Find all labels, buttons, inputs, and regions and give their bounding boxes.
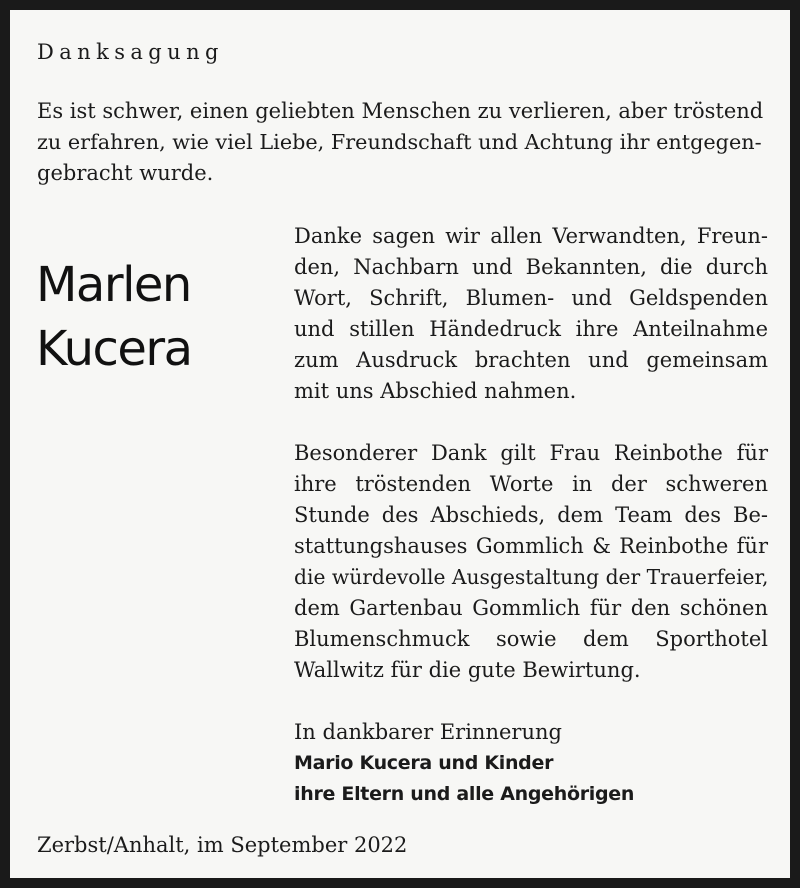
signature-family: Mario Kucera und Kinder <box>294 752 554 774</box>
first-name: Marlen <box>36 257 191 313</box>
paragraph-line: dem Gartenbau Gommlich für den schönen <box>294 596 768 620</box>
intro-line: Es ist schwer, einen geliebten Menschen zu verlieren, aber tröstend <box>37 99 764 123</box>
paragraph-line: ihre tröstenden Worte in der schweren <box>294 472 768 496</box>
paragraph-line: Danke sagen wir allen Verwandten, Freun- <box>294 224 768 248</box>
intro-line: gebracht wurde. <box>37 161 214 185</box>
obituary-card <box>10 10 790 878</box>
paragraph-line: und stillen Händedruck ihre Anteilnahme <box>294 317 768 341</box>
paragraph-line: mit uns Abschied nahmen. <box>294 379 577 403</box>
paragraph-line: zum Ausdruck brachten und gemeinsam <box>294 348 768 372</box>
paragraph-line: die würdevolle Ausgestaltung der Trauerfeier, <box>294 565 769 589</box>
paragraph-line: Stunde des Abschieds, dem Team des Be- <box>294 503 768 527</box>
signature-intro: In dankbarer Erinnerung <box>294 720 562 744</box>
signature-block <box>294 717 768 810</box>
last-name: Kucera <box>36 321 192 377</box>
place-date: Zerbst/Anhalt, im September 2022 <box>37 833 408 857</box>
deceased-name <box>36 253 192 381</box>
paragraph-line: Blumenschmuck sowie dem Sporthotel <box>294 627 768 651</box>
signature-relatives: ihre Eltern und alle Angehörigen <box>294 783 635 805</box>
paragraph-line: stattungshauses Gommlich & Reinbothe für <box>294 534 768 558</box>
intro-text <box>37 96 767 189</box>
paragraph-line: Wort, Schrift, Blumen- und Geldspenden <box>294 286 768 310</box>
paragraph-line: Besonderer Dank gilt Frau Reinbothe für <box>294 441 768 465</box>
intro-line: zu erfahren, wie viel Liebe, Freundschaft und Achtung ihr entgegen- <box>37 130 762 154</box>
special-thanks-paragraph <box>294 438 768 686</box>
paragraph-line: Wallwitz für die gute Bewirtung. <box>294 658 641 682</box>
paragraph-line: den, Nachbarn und Bekannten, die durch <box>294 255 768 279</box>
heading: Danksagung <box>37 40 224 64</box>
thanks-paragraph <box>294 221 768 407</box>
